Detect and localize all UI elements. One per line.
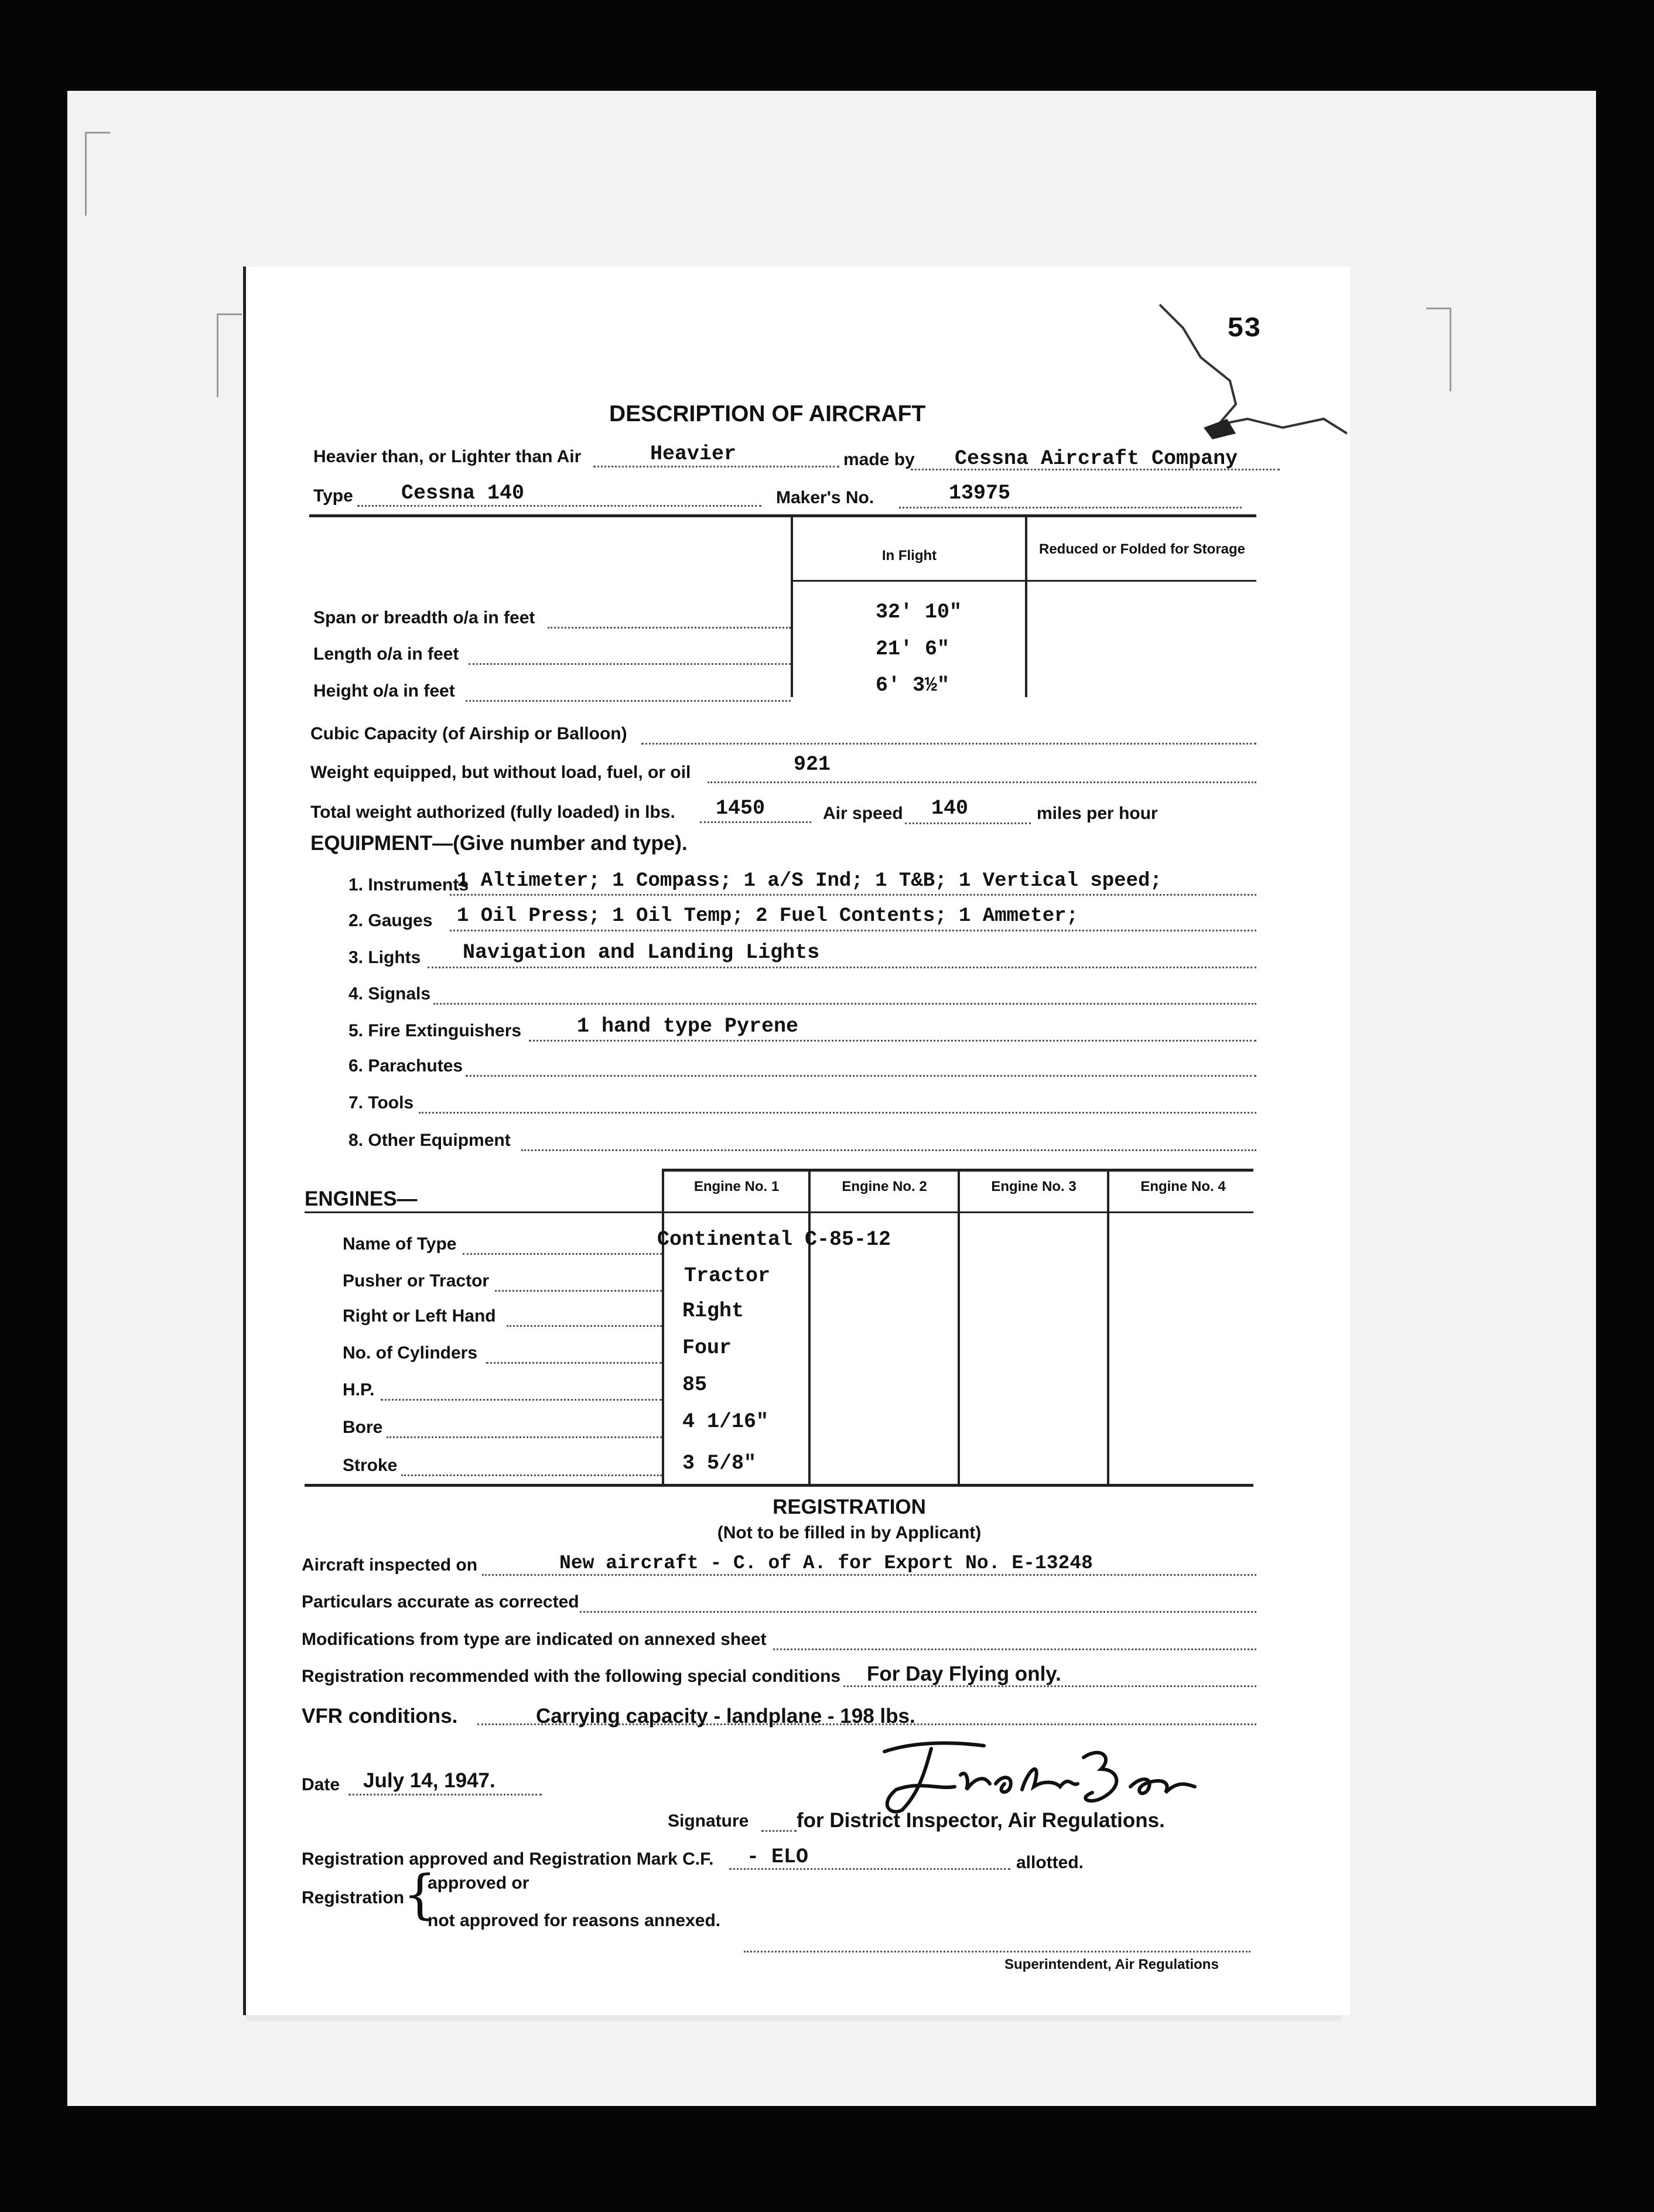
stroke-value: 3 5/8" bbox=[682, 1452, 757, 1475]
air-speed-dots bbox=[905, 822, 1031, 824]
col-in-flight: In Flight bbox=[881, 548, 937, 564]
height-dots bbox=[466, 700, 791, 702]
recommended-label: Registration recommended with the following special conditions bbox=[302, 1667, 841, 1686]
heavier-lighter-value: Heavier bbox=[650, 442, 737, 466]
recommended-value: For Day Flying only. bbox=[867, 1663, 1061, 1685]
tools-label: 7. Tools bbox=[348, 1093, 414, 1112]
air-speed-unit: miles per hour bbox=[1037, 804, 1158, 823]
hp-label: H.P. bbox=[343, 1380, 375, 1399]
engines-table-rule bbox=[305, 1211, 1253, 1213]
span-value: 32' 10" bbox=[876, 600, 962, 624]
height-label: Height o/a in feet bbox=[313, 681, 455, 701]
right-left-hand-dots bbox=[507, 1325, 662, 1327]
name-of-type-value: Continental C-85-12 bbox=[657, 1228, 891, 1251]
approved-or-label: approved or bbox=[428, 1873, 529, 1893]
total-weight-dots bbox=[700, 821, 811, 823]
stroke-label: Stroke bbox=[343, 1456, 398, 1475]
signals-label: 4. Signals bbox=[348, 984, 431, 1003]
inspected-label: Aircraft inspected on bbox=[302, 1555, 478, 1575]
right-left-hand-value: Right bbox=[682, 1299, 744, 1323]
bore-value: 4 1/16" bbox=[682, 1410, 769, 1433]
signature-label: Signature bbox=[668, 1811, 749, 1831]
superintendent-label: Superintendent, Air Regulations bbox=[1004, 1957, 1219, 1972]
gauges-dots bbox=[450, 930, 1256, 931]
not-approved-label: not approved for reasons annexed. bbox=[428, 1911, 721, 1930]
tools-dots bbox=[419, 1112, 1256, 1114]
height-value: 6' 3½" bbox=[876, 674, 950, 697]
instruments-dots bbox=[450, 894, 1256, 896]
table-column-rule bbox=[791, 514, 793, 697]
other-equipment-label: 8. Other Equipment bbox=[348, 1131, 511, 1150]
inspected-dots bbox=[482, 1574, 1256, 1576]
made-by-label: made by bbox=[843, 450, 915, 469]
engine-no-1-header: Engine No. 1 bbox=[693, 1179, 780, 1194]
engine-no-4-header: Engine No. 4 bbox=[1140, 1179, 1226, 1194]
air-speed-label: Air speed bbox=[823, 804, 903, 823]
capacity-value: Carrying capacity - landplane - 198 lbs. bbox=[536, 1705, 915, 1728]
lights-label: 3. Lights bbox=[348, 948, 421, 967]
inspector-value: for District Inspector, Air Regulations. bbox=[797, 1809, 1165, 1832]
cylinders-value: Four bbox=[682, 1336, 732, 1360]
fire-extinguishers-dots bbox=[529, 1040, 1256, 1042]
pusher-tractor-label: Pusher or Tractor bbox=[343, 1271, 490, 1291]
modifications-label: Modifications from type are indicated on annexed sheet bbox=[302, 1630, 767, 1649]
brace: { bbox=[403, 1864, 437, 1926]
pusher-tractor-value: Tractor bbox=[684, 1264, 771, 1288]
length-value: 21' 6" bbox=[876, 637, 950, 661]
lights-dots bbox=[428, 967, 1256, 968]
engines-column-rule bbox=[958, 1169, 960, 1487]
cylinders-label: No. of Cylinders bbox=[343, 1343, 478, 1363]
cubic-capacity-dots bbox=[641, 743, 1256, 745]
registration-heading: REGISTRATION bbox=[773, 1496, 926, 1518]
length-dots bbox=[469, 663, 791, 665]
other-equipment-dots bbox=[521, 1149, 1256, 1151]
signature-dots bbox=[761, 1830, 797, 1832]
date-value: July 14, 1947. bbox=[363, 1769, 495, 1792]
cylinders-dots bbox=[486, 1362, 662, 1364]
name-of-type-dots bbox=[463, 1253, 662, 1255]
total-weight-label: Total weight authorized (fully loaded) in lbs. bbox=[310, 803, 675, 822]
table-rule bbox=[791, 580, 1256, 582]
length-label: Length o/a in feet bbox=[313, 644, 459, 664]
weight-equipped-value: 921 bbox=[794, 753, 831, 776]
parachutes-dots bbox=[466, 1075, 1256, 1077]
equipment-heading: EQUIPMENT—(Give number and type). bbox=[310, 832, 688, 855]
total-weight-value: 1450 bbox=[716, 797, 766, 820]
type-label: Type bbox=[313, 486, 353, 506]
type-value: Cessna 140 bbox=[401, 482, 525, 505]
date-label: Date bbox=[302, 1775, 340, 1794]
engines-column-rule bbox=[808, 1169, 811, 1487]
engines-column-rule bbox=[662, 1169, 664, 1487]
particulars-dots bbox=[580, 1611, 1256, 1613]
col-storage: Reduced or Folded for Storage bbox=[1038, 541, 1246, 557]
form-title: DESCRIPTION OF AIRCRAFT bbox=[609, 401, 926, 426]
engine-no-3-header: Engine No. 3 bbox=[991, 1179, 1077, 1194]
instruments-value: 1 Altimeter; 1 Compass; 1 a/S Ind; 1 T&B; 1 Vertical speed; bbox=[457, 870, 1162, 892]
registration-subheading: (Not to be filled in by Applicant) bbox=[717, 1523, 982, 1542]
gauges-value: 1 Oil Press; 1 Oil Temp; 2 Fuel Contents; 1 Ammeter; bbox=[457, 905, 1078, 927]
frame-corner-mark bbox=[85, 132, 110, 216]
gauges-label: 2. Gauges bbox=[348, 911, 433, 930]
registration-label: Registration bbox=[302, 1888, 405, 1907]
engine-no-2-header: Engine No. 2 bbox=[842, 1179, 927, 1194]
air-speed-value: 140 bbox=[931, 797, 969, 820]
type-dots bbox=[357, 505, 761, 507]
bore-label: Bore bbox=[343, 1418, 383, 1437]
frame-corner-mark bbox=[1426, 308, 1451, 391]
frame-corner-mark bbox=[217, 313, 242, 397]
makers-no-label: Maker's No. bbox=[776, 488, 874, 507]
modifications-dots bbox=[773, 1648, 1256, 1650]
signals-dots bbox=[433, 1003, 1256, 1005]
heavier-lighter-label: Heavier than, or Lighter than Air bbox=[313, 447, 582, 466]
engines-heading: ENGINES— bbox=[305, 1187, 418, 1210]
right-left-hand-label: Right or Left Hand bbox=[343, 1306, 496, 1326]
date-dots bbox=[348, 1794, 542, 1795]
span-dots bbox=[548, 627, 791, 629]
superintendent-dots bbox=[744, 1951, 1250, 1952]
instruments-label: 1. Instruments bbox=[348, 875, 469, 895]
engines-column-rule bbox=[1107, 1169, 1109, 1487]
makers-no-dots bbox=[899, 507, 1242, 508]
conditions-value: VFR conditions. bbox=[302, 1705, 458, 1728]
weight-equipped-dots bbox=[708, 781, 1256, 783]
engines-table-bottom-rule bbox=[305, 1484, 1253, 1487]
bore-dots bbox=[387, 1436, 662, 1438]
particulars-label: Particulars accurate as corrected bbox=[302, 1592, 579, 1612]
makers-no-value: 13975 bbox=[949, 482, 1011, 505]
stroke-dots bbox=[401, 1474, 662, 1476]
parachutes-label: 6. Parachutes bbox=[348, 1056, 463, 1076]
reg-approved-label: Registration approved and Registration Mark C.F. bbox=[302, 1849, 714, 1869]
hp-value: 85 bbox=[682, 1373, 708, 1397]
allotted-label: allotted. bbox=[1016, 1853, 1084, 1872]
made-by-value: Cessna Aircraft Company bbox=[955, 447, 1238, 470]
reg-mark-value: - ELO bbox=[747, 1845, 809, 1869]
fire-extinguishers-value: 1 hand type Pyrene bbox=[577, 1015, 799, 1038]
name-of-type-label: Name of Type bbox=[343, 1234, 457, 1254]
table-rule bbox=[309, 514, 1256, 517]
fire-extinguishers-label: 5. Fire Extinguishers bbox=[348, 1021, 522, 1040]
lights-value: Navigation and Landing Lights bbox=[463, 941, 820, 964]
page-number: 53 bbox=[1227, 313, 1261, 345]
pusher-tractor-dots bbox=[495, 1290, 662, 1292]
cubic-capacity-label: Cubic Capacity (of Airship or Balloon) bbox=[310, 724, 627, 743]
hp-dots bbox=[381, 1399, 662, 1401]
heavier-lighter-dots bbox=[593, 466, 839, 467]
weight-equipped-label: Weight equipped, but without load, fuel, or oil bbox=[310, 763, 691, 782]
inspected-value: New aircraft - C. of A. for Export No. E-13248 bbox=[559, 1552, 1093, 1574]
span-label: Span or breadth o/a in feet bbox=[313, 608, 535, 627]
table-column-rule bbox=[1025, 514, 1027, 697]
